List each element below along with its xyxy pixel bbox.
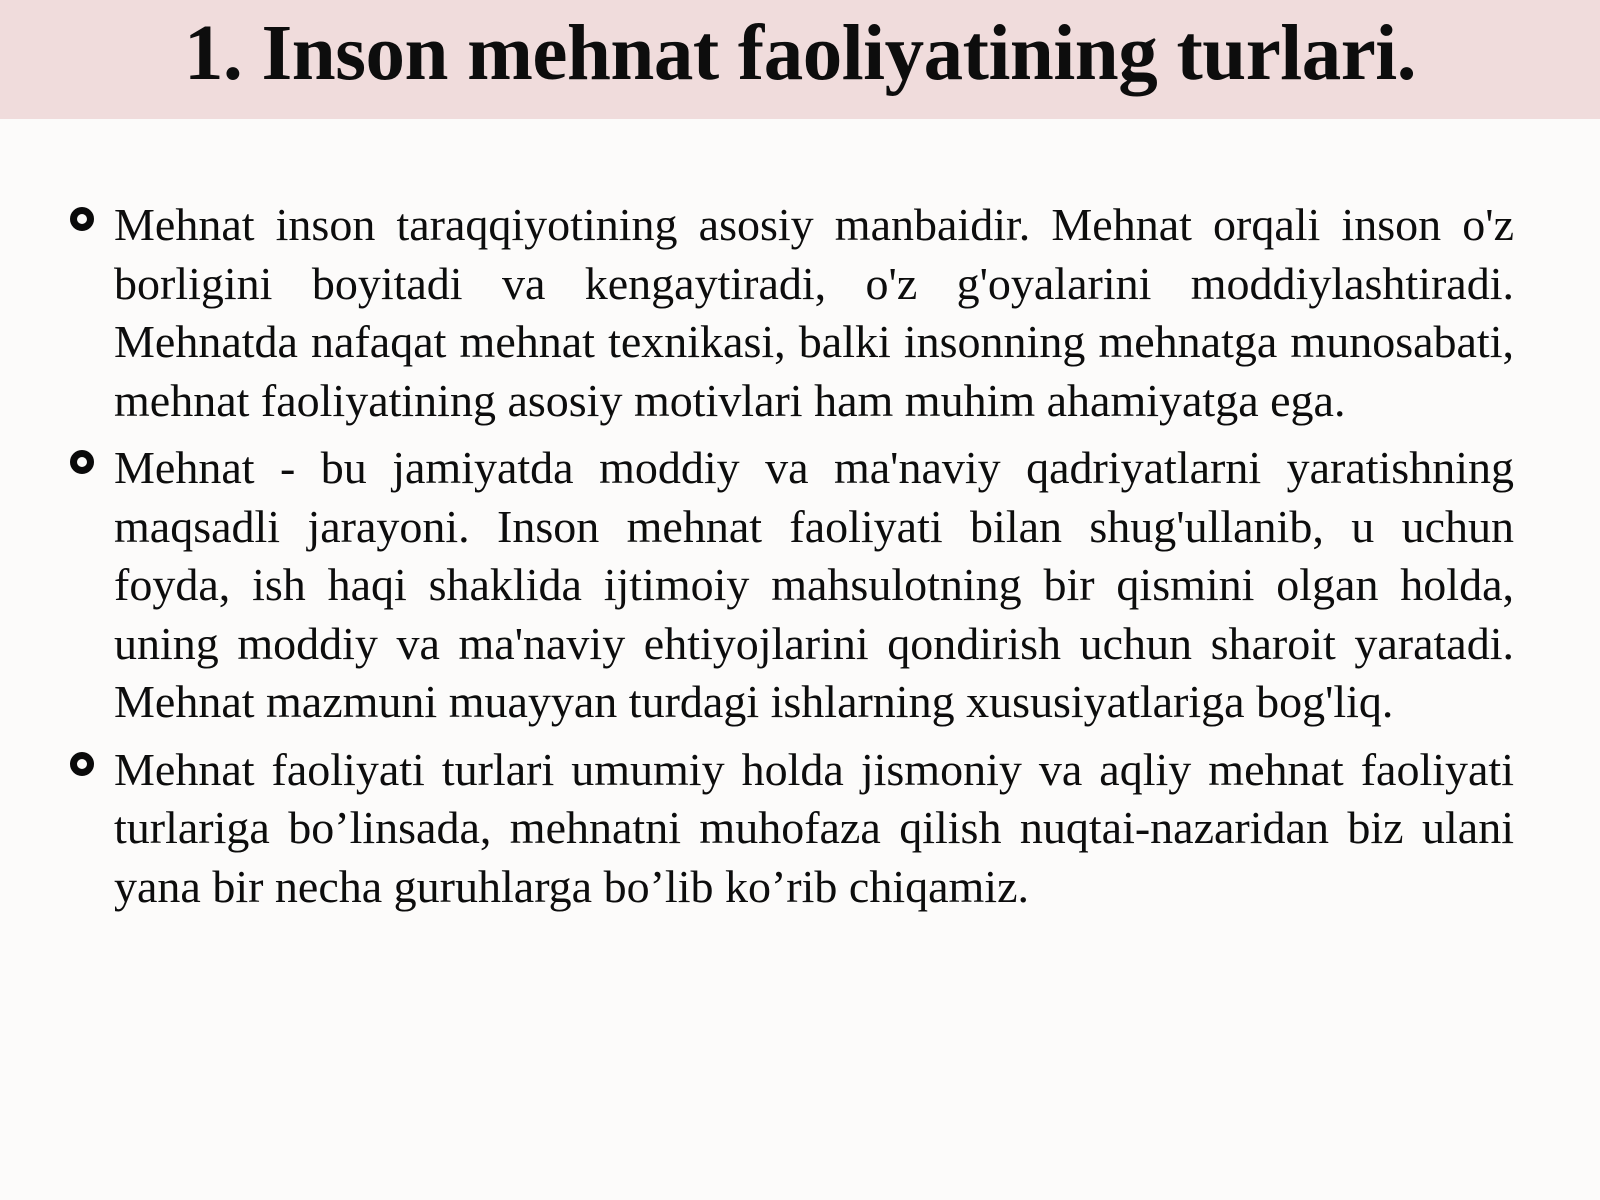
bullet-item: [0, 439, 1514, 732]
bullet-text: Mehnat inson taraqqiyotining asosiy manbaidir. Mehnat orqali inson o'z borligini boyitadi va kengaytiradi, o'z g'oyalarini moddiylashtiradi. Mehnatda nafaqat mehnat texnikasi, balki insonning mehnatga munosabati, mehnat faoliyatining asosiy motivlari ham muhim ahamiyatga ega.: [114, 199, 1514, 426]
bullet-text: Mehnat faoliyati turlari umumiy holda jismoniy va aqliy mehnat faoliyati turlariga bo’linsada, mehnatni muhofaza qilish nuqtai-nazaridan biz ulani yana bir necha guruhlarga bo’lib ko’rib chiqamiz.: [114, 743, 1514, 912]
bullet-list: [0, 196, 1600, 925]
bullet-text: Mehnat - bu jamiyatda moddiy va ma'naviy qadriyatlarni yaratishning maqsadli jarayoni. Inson mehnat faoliyati bilan shug'ullanib, u uchun foyda, ish haqi shaklida ijtimoiy mahsulotning bir qismini olgan holda, uning moddiy va ma'naviy ehtiyojlarini qondirish uchun sharoit yaratadi. Mehnat mazmuni muayyan turdagi ishlarning xususiyatlariga bog'liq.: [114, 442, 1514, 727]
slide-title: 1. Inson mehnat faoliyatining turlari.: [184, 10, 1416, 97]
bullet-item: [0, 741, 1514, 917]
bullet-item: [0, 196, 1514, 430]
hollow-circle-bullet-icon: [70, 450, 94, 474]
hollow-circle-bullet-icon: [70, 207, 94, 231]
hollow-circle-bullet-icon: [70, 752, 94, 776]
